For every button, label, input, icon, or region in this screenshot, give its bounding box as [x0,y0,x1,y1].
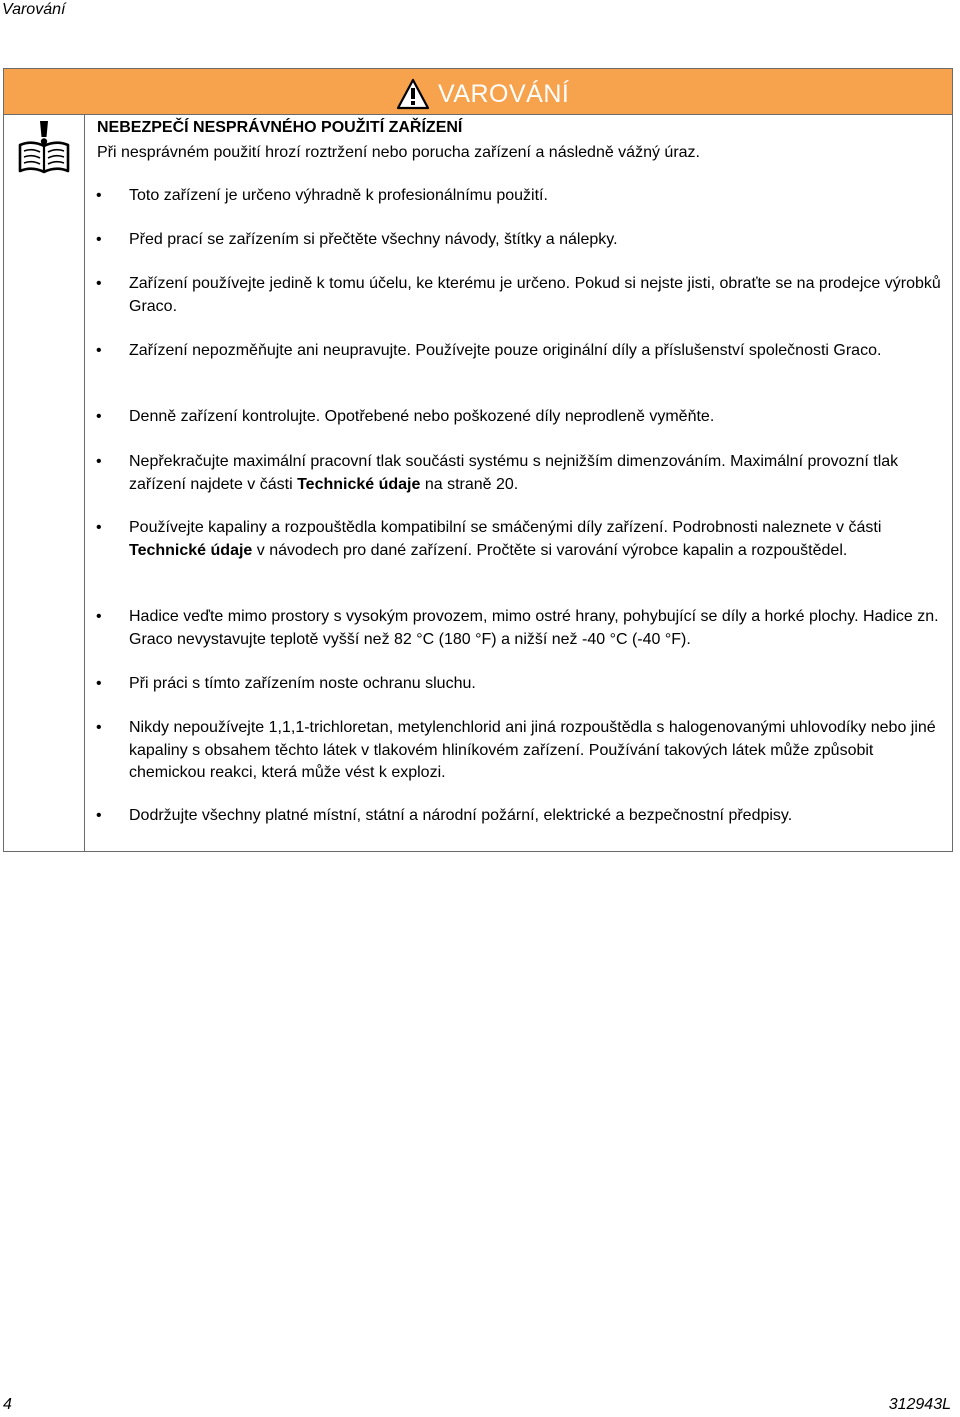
bullet-dot: • [96,231,102,248]
hazard-subtitle: Při nesprávném použití hrozí roztržení nebo porucha zařízení a následně vážný úraz. [97,144,700,161]
content-divider [84,114,85,851]
warning-label: VAROVÁNÍ [438,79,570,108]
bullet-text: Používejte kapaliny a rozpouštědla kompatibilní se smáčenými díly zařízení. Podrobnosti naleznete v části Technické údaje v návodech pro dané zařízení. Pročtěte si varování výrobce kapalin a rozpouštědel. [129,519,882,559]
bullet-text: Dodržujte všechny platné místní, státní a národní požární, elektrické a bezpečnostní předpisy. [129,807,793,824]
bullet-dot: • [96,807,102,824]
bullet-dot: • [96,719,102,736]
bullet-dot: • [96,453,102,470]
bullet-text: Toto zařízení je určeno výhradně k profesionálnímu použití. [129,187,548,204]
bullet-dot: • [96,519,102,536]
bullet-dot: • [96,408,102,425]
section-reference: Technické údaje [297,475,421,493]
bullet-text: Denně zařízení kontrolujte. Opotřebené nebo poškozené díly neprodleně vyměňte. [129,408,715,425]
bullet-text: Nepřekračujte maximální pracovní tlak součásti systému s nejnižším dimenzováním. Maximální provozní tlak zařízení najdete v části Technické údaje na straně 20. [129,453,899,493]
warning-header [4,69,952,115]
bullet-dot: • [96,342,102,359]
bullet-dot: • [96,275,102,292]
running-head: Varování [2,1,66,18]
warning-triangle-icon [396,78,430,110]
bullet-text: Zařízení nepozměňujte ani neupravujte. Používejte pouze originální díly a příslušenství společnosti Graco. [129,342,882,359]
page-number: 4 [3,1396,12,1413]
bullet-dot: • [96,608,102,625]
bullet-text: Zařízení používejte jedině k tomu účelu, ke kterému je určeno. Pokud si nejste jisti, obraťte se na prodejce výrobků Graco. [129,275,941,315]
bullet-text: Při práci s tímto zařízením noste ochranu sluchu. [129,675,476,692]
bullet-text: Před prací se zařízením si přečtěte všechny návody, štítky a nálepky. [129,231,618,248]
warning-box [3,68,953,852]
bullet-dot: • [96,675,102,692]
document-code: 312943L [888,1396,951,1413]
read-manual-icon [17,119,71,175]
section-reference: Technické údaje [129,541,253,559]
bullet-text: Nikdy nepoužívejte 1,1,1-trichloretan, metylenchlorid ani jiná rozpouštědla s halogenovanými uhlovodíky nebo jiné kapaliny s obsahem těchto látek v tlakovém hliníkovém zařízení. Používání takových látek může způsobit chemickou reakci, která může vést k explozi. [129,719,936,781]
warning-title [396,77,569,111]
bullet-dot: • [96,187,102,204]
bullet-text: Hadice veďte mimo prostory s vysokým provozem, mimo ostré hrany, pohybující se díly a horké plochy. Hadice zn. Graco nevystavujte teplotě vyšší než 82 °C (180 °F) a nižší než -40 °C (-40 °F). [129,608,939,648]
hazard-title: NEBEZPEČÍ NESPRÁVNÉHO POUŽITÍ ZAŘÍZENÍ [97,119,463,136]
